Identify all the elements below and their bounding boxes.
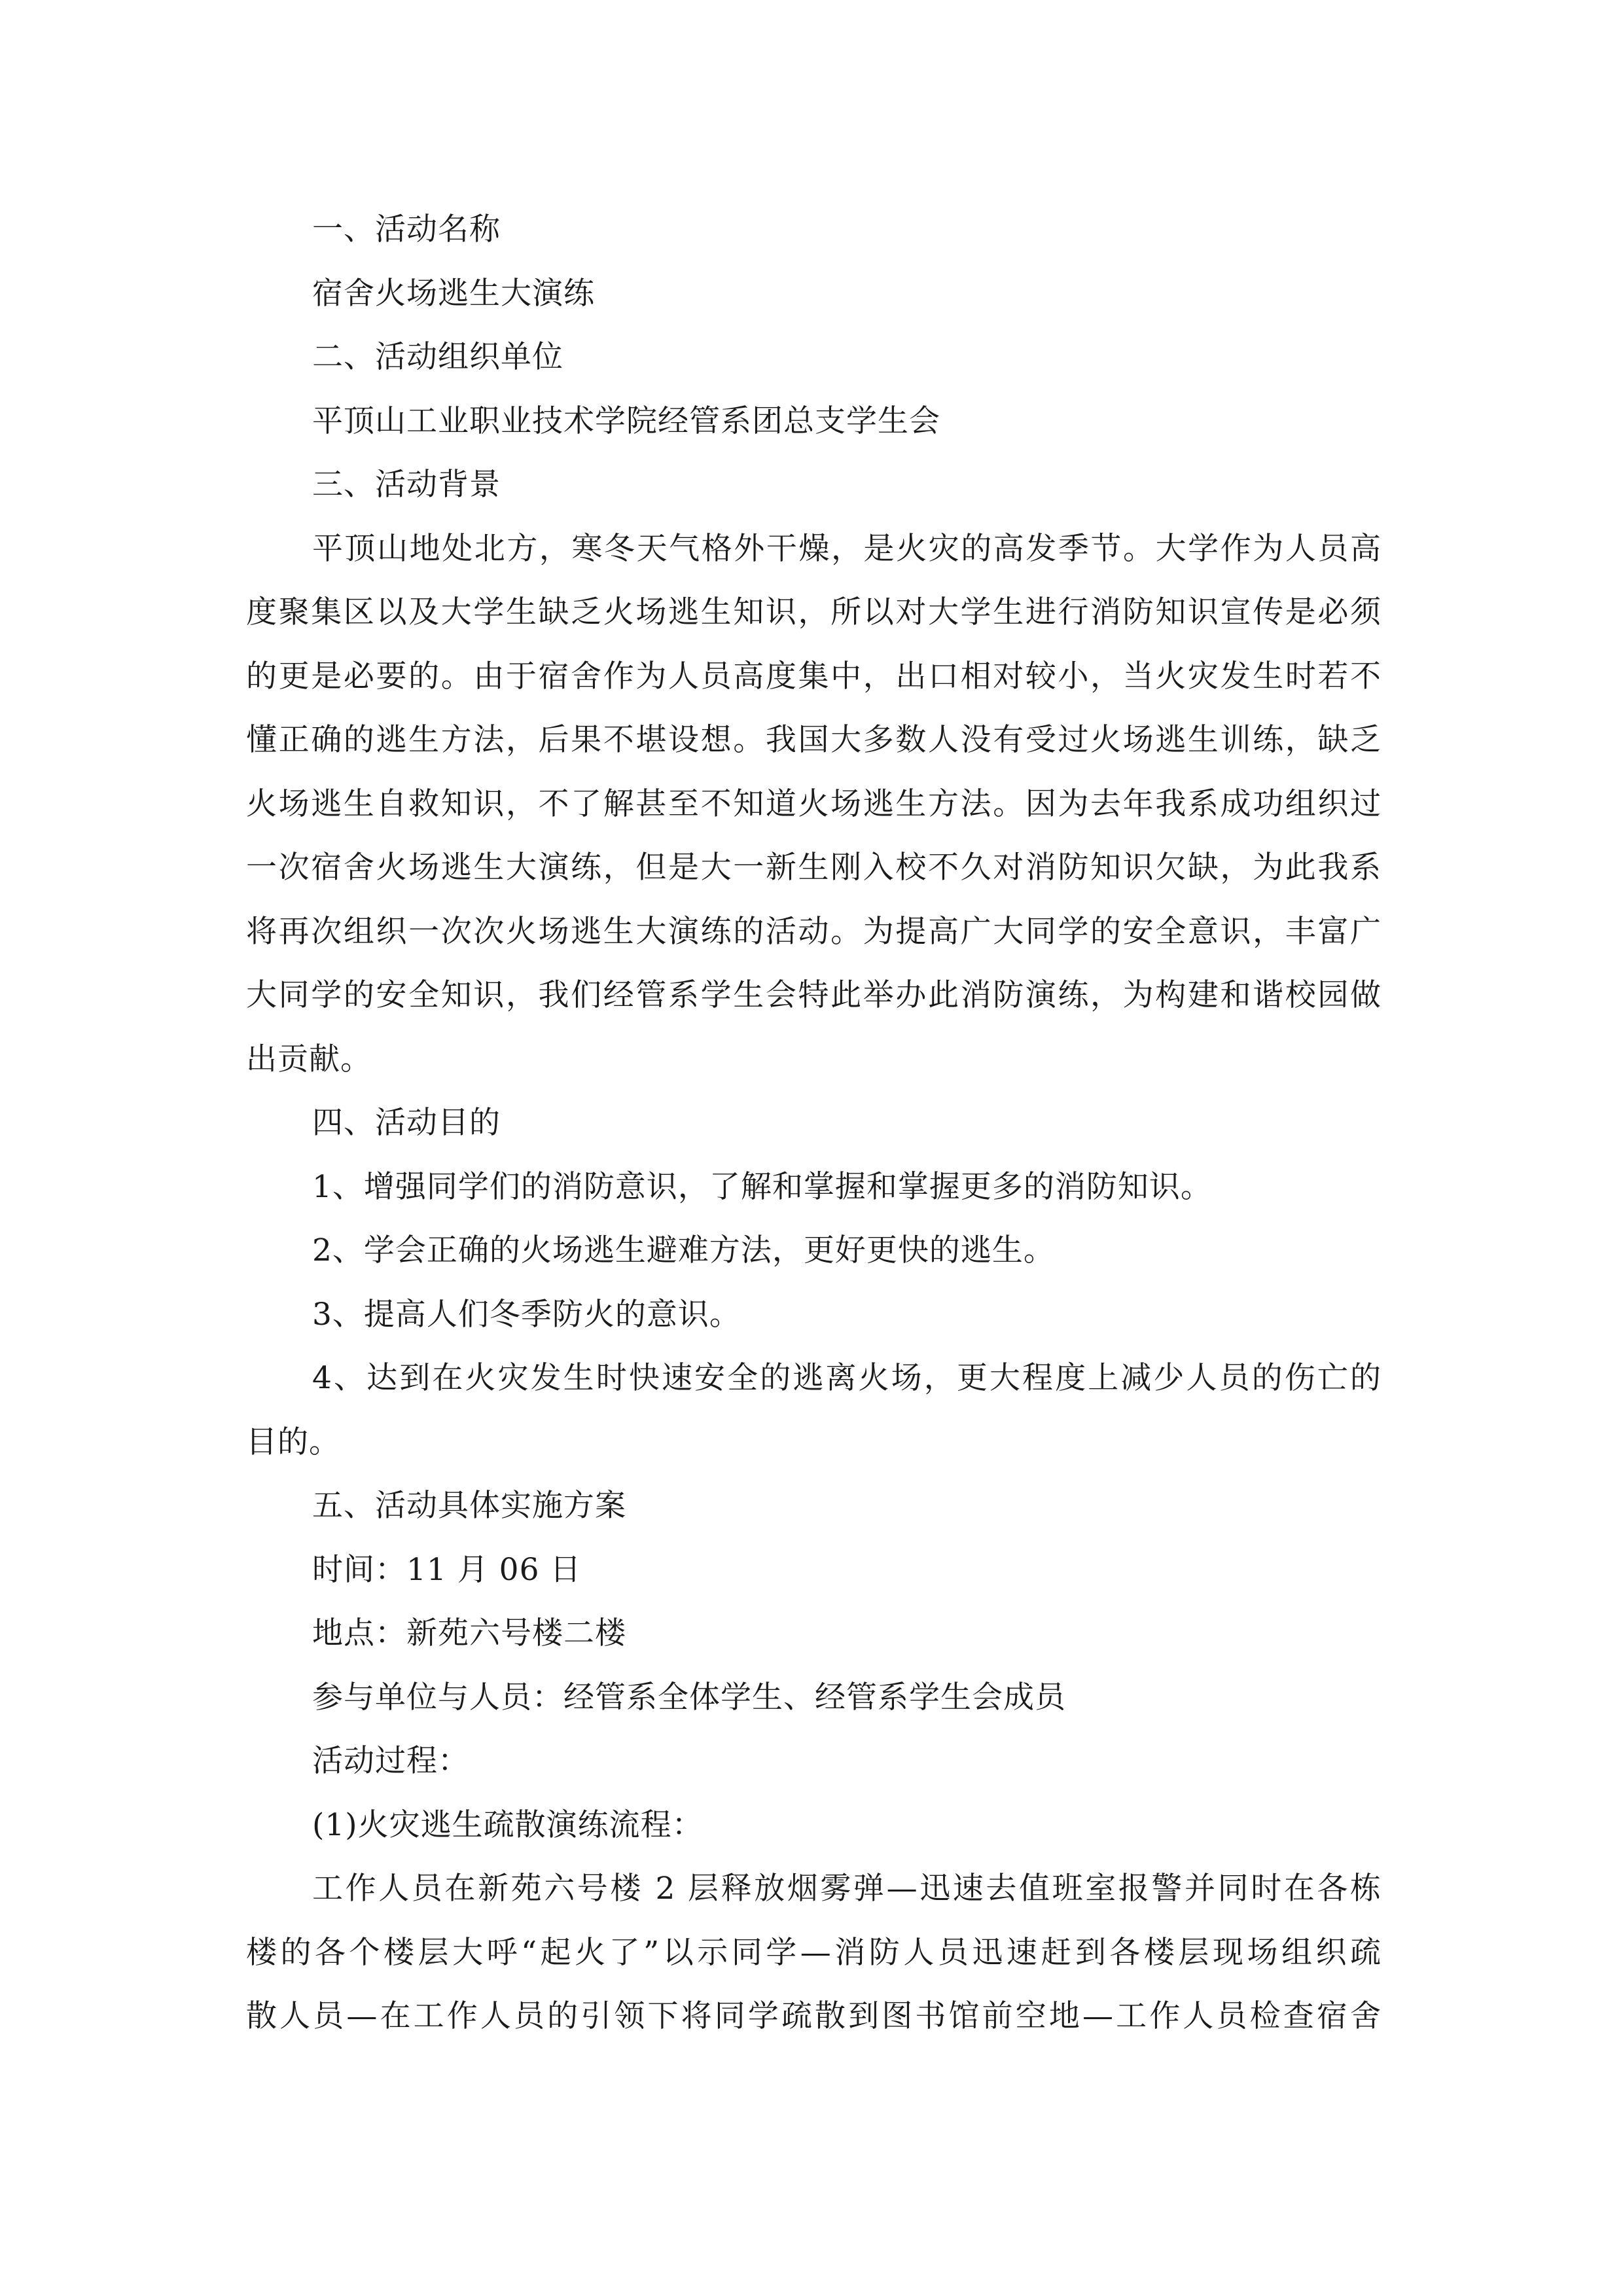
section-heading-4: 四、活动目的 [312,1105,501,1141]
background-paragraph-line: 一次宿舍火场逃生大演练，但是大一新生刚入校不久对消防知识欠缺，为此我系 [246,850,1382,886]
goal-item-2: 2、学会正确的火场逃生避难方法，更好更快的逃生。 [312,1232,1055,1268]
goal-item-3: 3、提高人们冬季防火的意识。 [312,1297,741,1333]
background-paragraph-line: 平顶山地处北方，寒冬天气格外干燥，是火灾的高发季节。大学作为人员高 [312,531,1382,567]
activity-name: 宿舍火场逃生大演练 [312,276,595,312]
process-step-heading: (1)火灾逃生疏散演练流程： [312,1807,704,1843]
location-line: 地点：新苑六号楼二楼 [312,1615,626,1651]
background-paragraph-line: 出贡献。 [246,1041,372,1077]
background-paragraph-line: 懂正确的逃生方法，后果不堪设想。我国大多数人没有受过火场逃生训练，缺乏 [246,722,1382,758]
time-line: 时间：11 月 06 日 [312,1552,582,1588]
process-paragraph-line: 散人员—在工作人员的引领下将同学疏散到图书馆前空地—工作人员检查宿舍 [246,1998,1382,2034]
process-label: 活动过程： [312,1743,469,1779]
background-paragraph-line: 度聚集区以及大学生缺乏火场逃生知识，所以对大学生进行消防知识宣传是必须 [246,594,1382,630]
goal-item-4-continued: 目的。 [246,1424,340,1460]
background-paragraph-line: 大同学的安全知识，我们经管系学生会特此举办此消防演练，为构建和谐校园做 [246,977,1382,1013]
goal-item-1: 1、增强同学们的消防意识，了解和掌握和掌握更多的消防知识。 [312,1169,1212,1205]
process-paragraph-line: 工作人员在新苑六号楼 2 层释放烟雾弹—迅速去值班室报警并同时在各栋 [312,1871,1382,1907]
background-paragraph-line: 火场逃生自救知识，不了解甚至不知道火场逃生方法。因为去年我系成功组织过 [246,786,1382,822]
goal-item-4: 4、达到在火灾发生时快速安全的逃离火场，更大程度上减少人员的伤亡的 [312,1360,1382,1396]
section-heading-3: 三、活动背景 [312,467,501,503]
section-heading-2: 二、活动组织单位 [312,339,563,375]
background-paragraph-line: 的更是必要的。由于宿舍作为人员高度集中，出口相对较小，当火灾发生时若不 [246,658,1382,694]
process-paragraph-line: 楼的各个楼层大呼“起火了”以示同学—消防人员迅速赶到各楼层现场组织疏 [246,1935,1382,1971]
section-heading-1: 一、活动名称 [312,211,501,247]
organizer: 平顶山工业职业技术学院经管系团总支学生会 [312,403,940,439]
background-paragraph-line: 将再次组织一次次火场逃生大演练的活动。为提高广大同学的安全意识，丰富广 [246,914,1382,950]
participants-line: 参与单位与人员：经管系全体学生、经管系学生会成员 [312,1679,1066,1715]
section-heading-5: 五、活动具体实施方案 [312,1488,626,1524]
